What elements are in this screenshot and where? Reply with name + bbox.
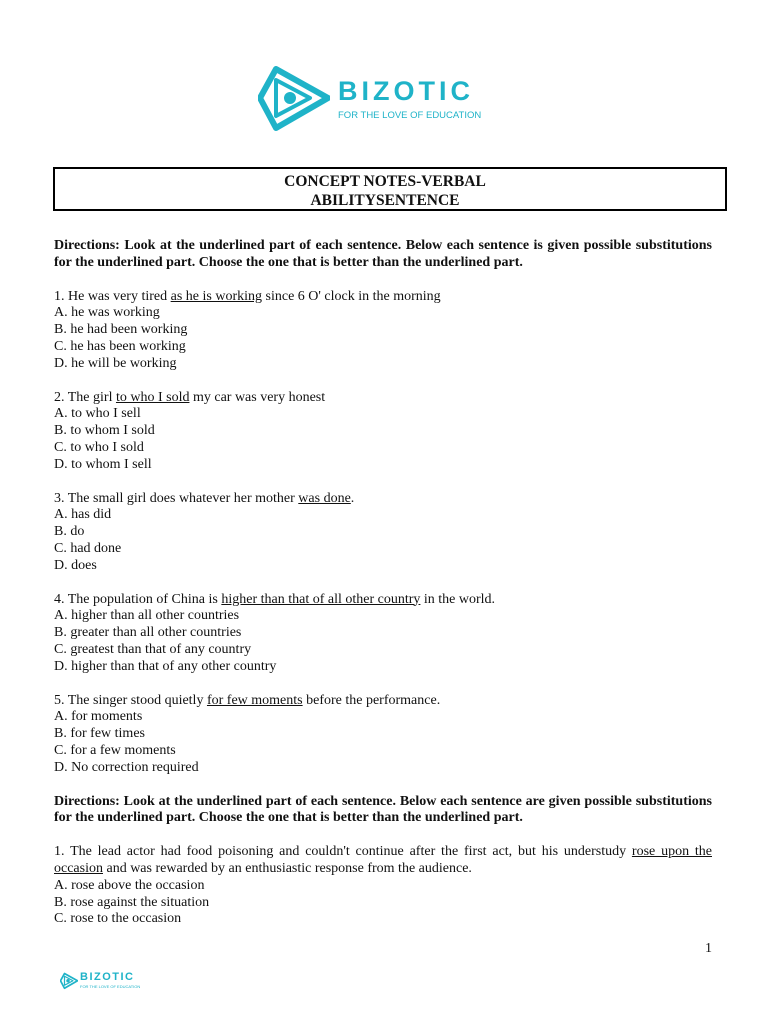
brand-name: BIZOTIC [338, 76, 474, 106]
page-number: 1 [705, 941, 712, 956]
option: C. greatest than that of any country [54, 641, 252, 657]
option: C. to who I sold [54, 439, 144, 455]
underlined-phrase: for few moments [206, 692, 303, 708]
section1-directions: Directions: Look at the underlined part of each sentence. Below each sentence is given possible substitutions for the underlined part. Choose the one that is better than the underlined part. [54, 238, 712, 270]
section2-directions: Directions: Look at the underlined part of each sentence. Below each sentence are given possible substitutions for the underlined part. Choose the one that is better than the underlined part. [54, 793, 712, 826]
option: C. rose to the occasion [54, 911, 182, 927]
option: A. to who I sell [54, 406, 141, 422]
question-text: 4. The population of China is higher than that of all other country in the world. [54, 591, 496, 607]
option: C. had done [54, 540, 122, 556]
option: C. he has been working [54, 338, 186, 354]
option: B. do [54, 524, 85, 540]
question-block [54, 592, 712, 676]
question-text: 2. The girl to who I sold my car was very honest [54, 389, 326, 405]
document-body [54, 238, 712, 928]
bizotic-logo-icon [60, 971, 78, 991]
option: D. higher than that of any other country [54, 658, 277, 674]
question-text: 1. The lead actor had food poisoning and couldn't continue after the first act, but his understudy rose upon the occasion and was rewarded by an enthusiastic response from the audience. [54, 844, 712, 876]
footer-logo [60, 970, 140, 992]
question-block [54, 844, 712, 928]
brand-tagline: FOR THE LOVE OF EDUCATION [338, 110, 482, 121]
option: A. he was working [54, 305, 160, 321]
option: D. does [54, 557, 97, 573]
question-text: 1. He was very tired as he is working since 6 O' clock in the morning [54, 288, 441, 304]
option: B. for few times [54, 726, 145, 742]
question-block [54, 390, 712, 474]
option: D. he will be working [54, 355, 177, 371]
title-line-2: ABILITYSENTENCE [310, 192, 460, 209]
underlined-phrase: to who I sold [115, 389, 190, 405]
option: D. No correction required [54, 759, 199, 775]
bizotic-logo-icon [258, 66, 330, 132]
option: B. rose against the situation [54, 894, 210, 910]
footer-brand-name: BIZOTIC [80, 971, 135, 983]
footer-brand-tagline: FOR THE LOVE OF EDUCATION [80, 984, 141, 989]
question-block [54, 693, 712, 777]
question-block [54, 491, 712, 575]
option: B. he had been working [54, 322, 188, 338]
underlined-phrase: as he is working [170, 288, 263, 304]
page-title-box [53, 167, 727, 211]
option: B. to whom I sold [54, 423, 155, 439]
underlined-phrase: rose upon the occasion [54, 844, 712, 876]
title-line-1: CONCEPT NOTES-VERBAL [284, 173, 486, 190]
question-text: 5. The singer stood quietly for few moments before the performance. [54, 692, 441, 708]
underlined-phrase: was done [298, 490, 351, 506]
brand-logo [258, 66, 518, 132]
option: A. for moments [54, 709, 143, 725]
underlined-phrase: higher than that of all other country [221, 591, 421, 607]
option: A. higher than all other countries [54, 608, 240, 624]
option: B. greater than all other countries [54, 625, 242, 641]
option: A. has did [54, 507, 112, 523]
option: A. rose above the occasion [54, 877, 205, 893]
question-text: 3. The small girl does whatever her mother was done. [54, 490, 355, 506]
question-block [54, 289, 712, 373]
option: D. to whom I sell [54, 456, 152, 472]
option: C. for a few moments [54, 742, 176, 758]
section2-directions-wrap [54, 794, 712, 828]
